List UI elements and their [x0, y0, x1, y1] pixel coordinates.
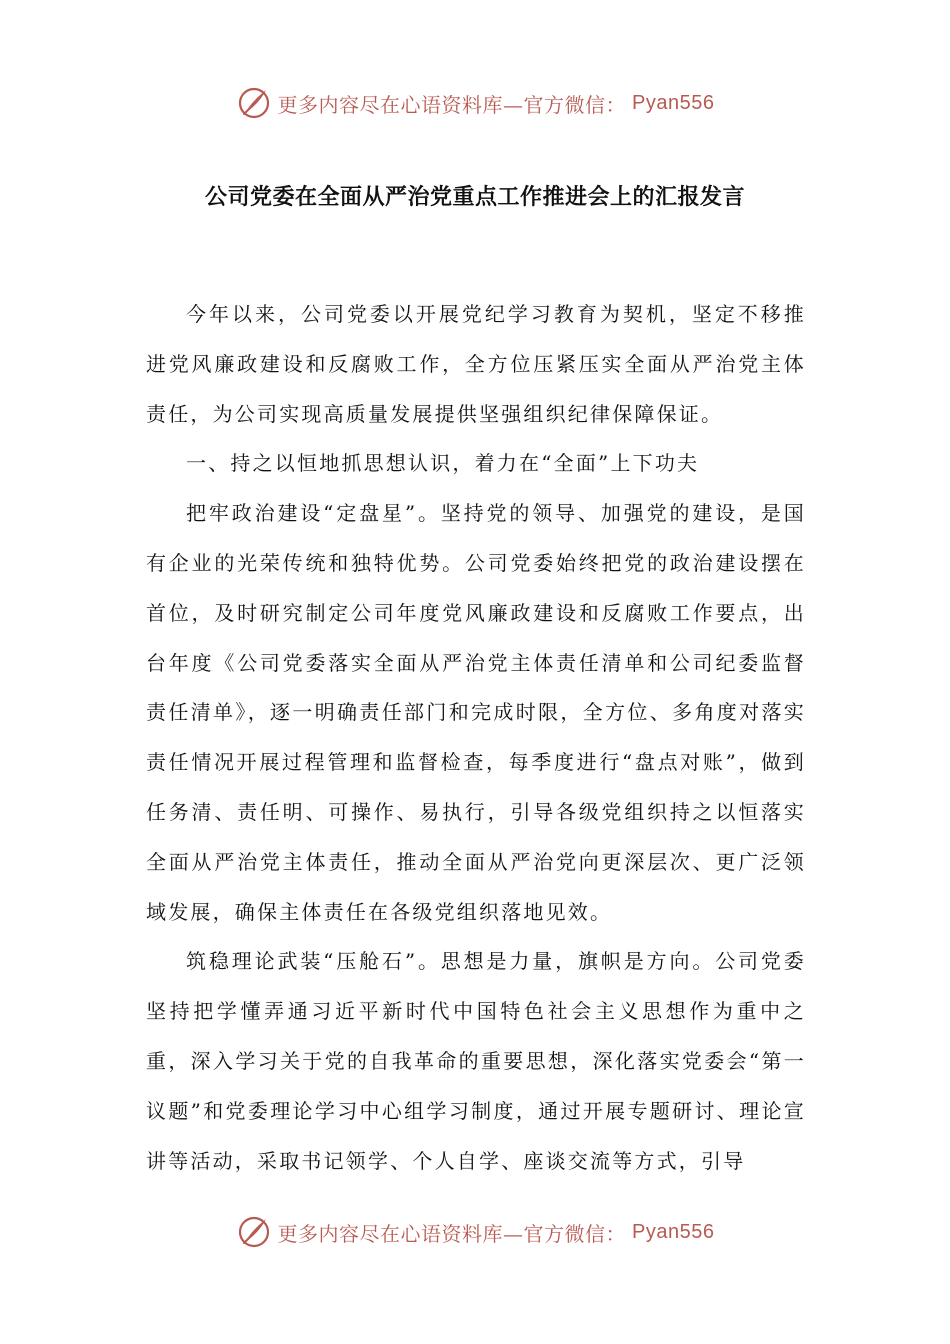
watermark-text: 更多内容尽在心语资料库—官方微信： — [277, 92, 627, 117]
document-title: 公司党委在全面从严治党重点工作推进会上的汇报发言 — [204, 185, 745, 210]
paragraph-theory-armament: 筑稳理论武装“压舱石”。思想是力量，旗帜是方向。公司党委坚持把学懂弄通习近平新时代中国特色社会主义思想作为重中之重，深入学习关于党的自我革命的重要思想，深化落实党委会“第一议题”和党委理论学习中心组学习制度，通过开展专题研讨、理论宣讲等活动，采取书记领学、个人自学、座谈交流等方式，引导 — [146, 949, 806, 1173]
watermark-handle: Pyan556 — [632, 1220, 715, 1243]
quill-pen-circle-icon — [236, 1214, 272, 1250]
quill-pen-circle-icon — [236, 85, 272, 121]
watermark-footer — [0, 1212, 950, 1252]
watermark-text: 更多内容尽在心语资料库—官方微信： — [277, 1221, 627, 1246]
paragraph-political-construction: 把牢政治建设“定盘星”。坚持党的领导、加强党的建设，是国有企业的光荣传统和独特优势。公司党委始终把党的政治建设摆在首位，及时研究制定公司年度党风廉政建设和反腐败工作要点，出台年度《公司党委落实全面从严治党主体责任清单和公司纪委监督责任清单》，逐一明确责任部门和完成时限，全方位、多角度对落实责任情况开展过程管理和监督检查，每季度进行“盘点对账”，做到任务清、责任明、可操作、易执行，引导各级党组织持之以恒落实全面从严治党主体责任，推动全面从严治党向更深层次、更广泛领域发展，确保主体责任在各级党组织落地见效。 — [146, 501, 806, 924]
paragraph-intro: 今年以来，公司党委以开展党纪学习教育为契机，坚定不移推进党风廉政建设和反腐败工作，全方位压紧压实全面从严治党主体责任，为公司实现高质量发展提供坚强组织纪律保障保证。 — [146, 302, 806, 426]
document-body — [146, 290, 806, 1186]
section-heading: 一、持之以恒地抓思想认识，着力在“全面”上下功夫 — [186, 451, 700, 476]
watermark-handle: Pyan556 — [632, 91, 715, 114]
watermark-header — [0, 83, 950, 123]
